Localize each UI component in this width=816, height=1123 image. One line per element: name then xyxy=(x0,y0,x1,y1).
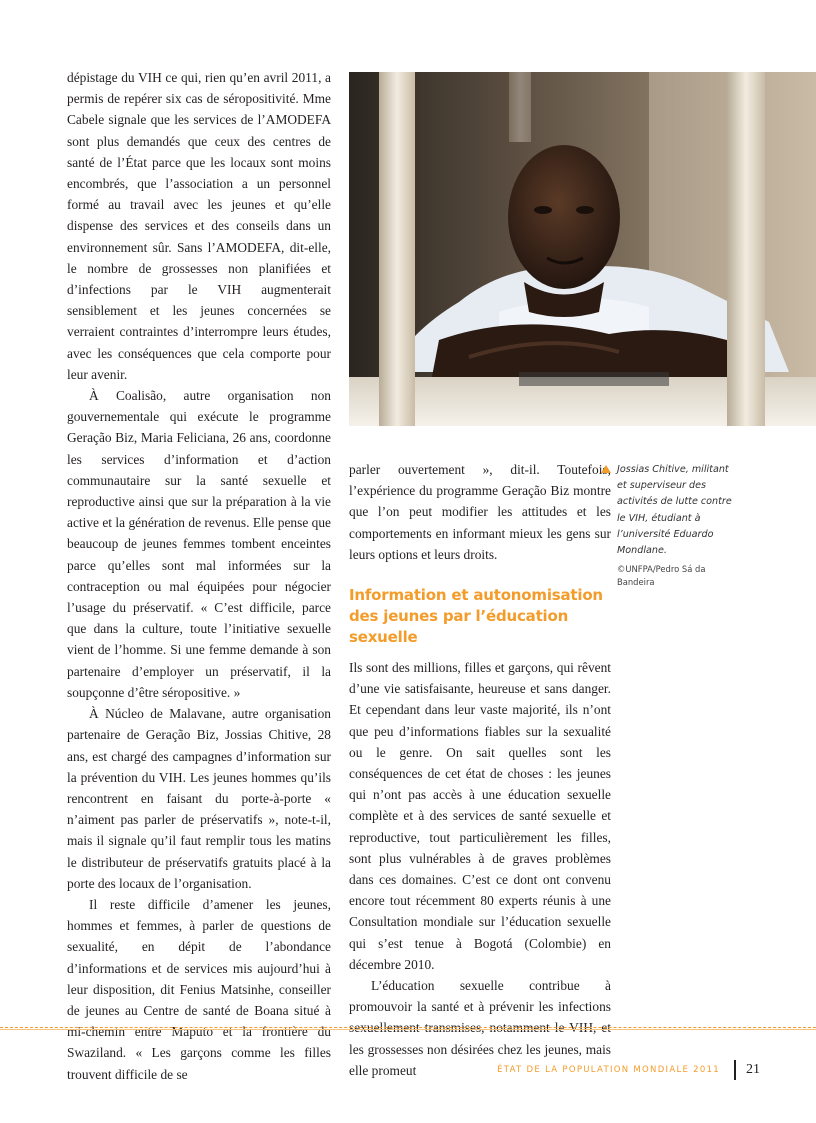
body-paragraph: À Núcleo de Malavane, autre organisation partenaire de Geração Biz, Jossias Chitive, 28 ans, est chargé des campagnes d’information sur la prévention du VIH. Les jeunes hommes qu’ils rencontrent en faisant du porte-à-porte « n’aiment pas parler de préservatifs », note-t-il, mais il signale qu’il faut remplir tous les matins le distributeur de préservatifs gratuits placé à la porte des locaux de l’organisation. xyxy=(67,706,331,891)
left-text-column xyxy=(67,67,331,1085)
body-paragraph: dépistage du VIH ce qui, rien qu’en avril 2011, a permis de repérer six cas de séropositivité. Mme Cabele signale que les services de l’AMODEFA sont plus demandés que ceux des centres de santé de l’État parce que les locaux sont moins encombrés, que l’association a un personnel formé au travail avec les jeunes et qu’elle dispense des services et des conseils dans un environnement sûr. Sans l’AMODEFA, dit-elle, le nombre de grossesses non planifiées et d’infections par le VIH augmenterait sensiblement et les jeunes concernées se verraient contraintes d’interrompre leurs études, avec les conséquences que cela comporte pour leur avenir. xyxy=(67,70,331,382)
section-heading: Information et autonomisation des jeunes par l’éducation sexuelle xyxy=(349,586,603,647)
body-paragraph: À Coalisão, autre organisation non gouvernementale qui exécute le programme Geração Biz, Maria Feliciana, 26 ans, coordonne les services d’information et d’action communautaire sur la santé sexuelle et reproductive ainsi que sur la préparation à la vie active et la génération de revenus. Elle pense que beaucoup de jeunes femmes tombent enceintes parce qu’elles sont mal informées sur la contraception ou mal équipées pour négocier l’usage du préservatif. « C’est difficile, parce que dans la culture, toute l’initiative sexuelle vient de l’homme. Si une femme demande à son partenaire d’employer un préservatif, il la soupçonne d’être séropositive. » xyxy=(67,388,331,700)
photo-credit: ©UNFPA/Pedro Sá da Bandeira xyxy=(617,564,706,587)
triangle-marker-icon xyxy=(601,465,611,473)
footer-separator xyxy=(734,1060,736,1080)
body-paragraph: parler ouvertement », dit-il. Toutefois, l’expérience du programme Geração Biz montre que l’on peut modifier les attitudes et les comportements en informant mieux les gens sur leurs options et leurs droits. xyxy=(349,462,611,562)
publication-title: ÉTAT DE LA POPULATION MONDIALE 2011 xyxy=(497,1065,720,1075)
footer-divider xyxy=(0,1027,816,1028)
page-number: 21 xyxy=(746,1062,760,1077)
portrait-illustration xyxy=(349,72,816,426)
caption-text: Jossias Chitive, militant et superviseur des activités de lutte contre le VIH, étudiant à l’université Eduardo Mondlane. xyxy=(617,464,732,557)
footer-divider-line xyxy=(0,1029,816,1030)
portrait-photo xyxy=(349,72,816,426)
body-paragraph: Ils sont des millions, filles et garçons, qui rêvent d’une vie satisfaisante, heureuse et sans danger. Et cependant dans leur vaste majorité, ils n’ont que peu d’informations fiables sur la sexualité ou le genre. On sait quelles sont les conséquences de cet état de choses : les jeunes qui n’ont pas accès à une éducation sexuelle complète et à des services de santé sexuelle et reproductive, tout particulièrement les filles, sont plus vulnérables à de graves problèmes dans ces domaines. C’est ce dont ont convenu encore tout récemment 80 experts réunis à une Consultation mondiale sur l’éducation sexuelle qui s’est tenue à Bogotá (Colombie) en décembre 2010. xyxy=(349,660,611,972)
middle-text-column xyxy=(349,459,611,1081)
body-paragraph: Il reste difficile d’amener les jeunes, hommes et femmes, à parler de questions de sexualité, en dépit de l’abondance d’informations et de services mis aujourd’hui à leur disposition, dit Fenius Matsinhe, conseiller de jeunes au Centre de santé de Boana situé à mi-chemin entre Maputo et la frontière du Swaziland. « Les garçons comme les filles trouvent difficile de se xyxy=(67,896,331,1082)
photo-caption xyxy=(617,462,735,588)
body-paragraph: L’éducation sexuelle contribue à promouvoir la santé et à prévenir les infections sexuellement transmises, notamment le VIH, et les grossesses non désirées chez les jeunes, mais elle promeut xyxy=(349,978,611,1078)
